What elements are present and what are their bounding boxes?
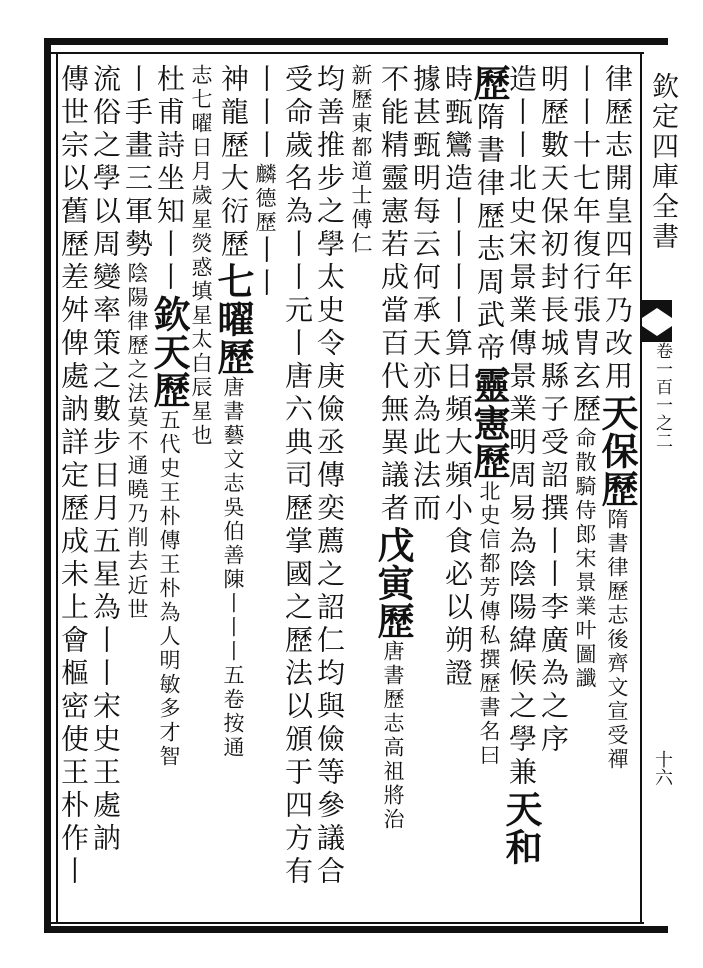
body-text: 丨丨十七年復行張胄玄歷 bbox=[569, 64, 602, 427]
heading-text: 靈憲歷 bbox=[467, 366, 511, 480]
body-text: 據甚甄明每云何承天亦為此法而 bbox=[409, 64, 442, 526]
body-text: 律歷志開皇四年乃改用 bbox=[601, 64, 634, 394]
fish-tail-mark-icon bbox=[642, 300, 672, 342]
text-column bbox=[48, 64, 98, 916]
heading-text: 天和 bbox=[499, 790, 543, 866]
annotation-text: 唐書藝文志吳伯善陳丨丨丨五卷按通 bbox=[221, 376, 245, 760]
annotation-text: 麟德歷 bbox=[253, 163, 277, 235]
body-text: 丨丨算日頻大頻小食必以朔證 bbox=[441, 262, 474, 691]
bottom-border-line bbox=[44, 922, 644, 924]
body-text: 隋書律歷志周武帝 bbox=[473, 102, 506, 366]
body-text: 丨丨丨 bbox=[249, 64, 282, 163]
volume-label: 卷一百一之二 bbox=[652, 342, 672, 450]
heading-text: 欽天歷 bbox=[147, 295, 191, 409]
body-text: 流俗之學以周變率策之數步日月五星為丨丨宋史王處訥 bbox=[89, 64, 122, 856]
annotation-text: 唐書歷志高祖將治 bbox=[381, 640, 405, 832]
heading-text: 七曜歷 bbox=[211, 262, 255, 376]
heading-text: 歷 bbox=[467, 64, 511, 102]
book-title: 欽定四庫全書 bbox=[647, 72, 678, 252]
page-number: 十六 bbox=[652, 750, 673, 786]
body-text: 不能精靈憲若成當百代無異議者 bbox=[377, 64, 410, 526]
heading-text: 天保歷 bbox=[595, 394, 639, 508]
annotation-text: 陰陽律歷之法莫不通曉乃削去近世 bbox=[125, 262, 149, 622]
body-text: 時甄鸞造丨丨 bbox=[441, 64, 474, 262]
annotation-text: 命散騎侍郎宋景業叶圖讖 bbox=[573, 427, 597, 691]
top-border-line bbox=[44, 52, 644, 54]
body-text: 造丨丨北史宋景業傳景業明周易為陰陽緯候之學兼 bbox=[505, 64, 538, 790]
annotation-text: 志七曜日月歲星熒惑填星太白辰星也 bbox=[189, 64, 213, 448]
annotation-text: 隋書律歷志後齊文宣受禪 bbox=[605, 508, 629, 772]
body-text: 丨手畫三軍勢 bbox=[121, 64, 154, 262]
annotation-text: 五代史王朴傳王朴為人明敏多才智 bbox=[157, 409, 181, 769]
body-text: 傳世宗以舊歷差舛俾處訥詳定歷成未上會樞密使王朴作丨 bbox=[57, 64, 90, 889]
body-text: 杜甫詩坐知丨丨 bbox=[153, 64, 186, 295]
body-text: 丨丨 bbox=[249, 235, 282, 301]
body-text: 神龍歷大衍歷 bbox=[217, 64, 250, 262]
body-text: 均善推步之學太史令庚儉丞傳奕薦之詔仁均與儉等參議合 bbox=[313, 64, 346, 889]
annotation-text: 北史信都芳傳私撰歷書名曰 bbox=[477, 480, 501, 768]
annotation-text: 新歷東都道士傅仁 bbox=[349, 64, 373, 256]
body-text: 受命歲名為丨丨元丨唐六典司歷掌國之歷法以頒于四方有 bbox=[281, 64, 314, 889]
heading-text: 戊寅歷 bbox=[371, 526, 415, 640]
body-text: 明歷數天保初封長城縣子受詔撰丨丨李廣為之序 bbox=[537, 64, 570, 757]
